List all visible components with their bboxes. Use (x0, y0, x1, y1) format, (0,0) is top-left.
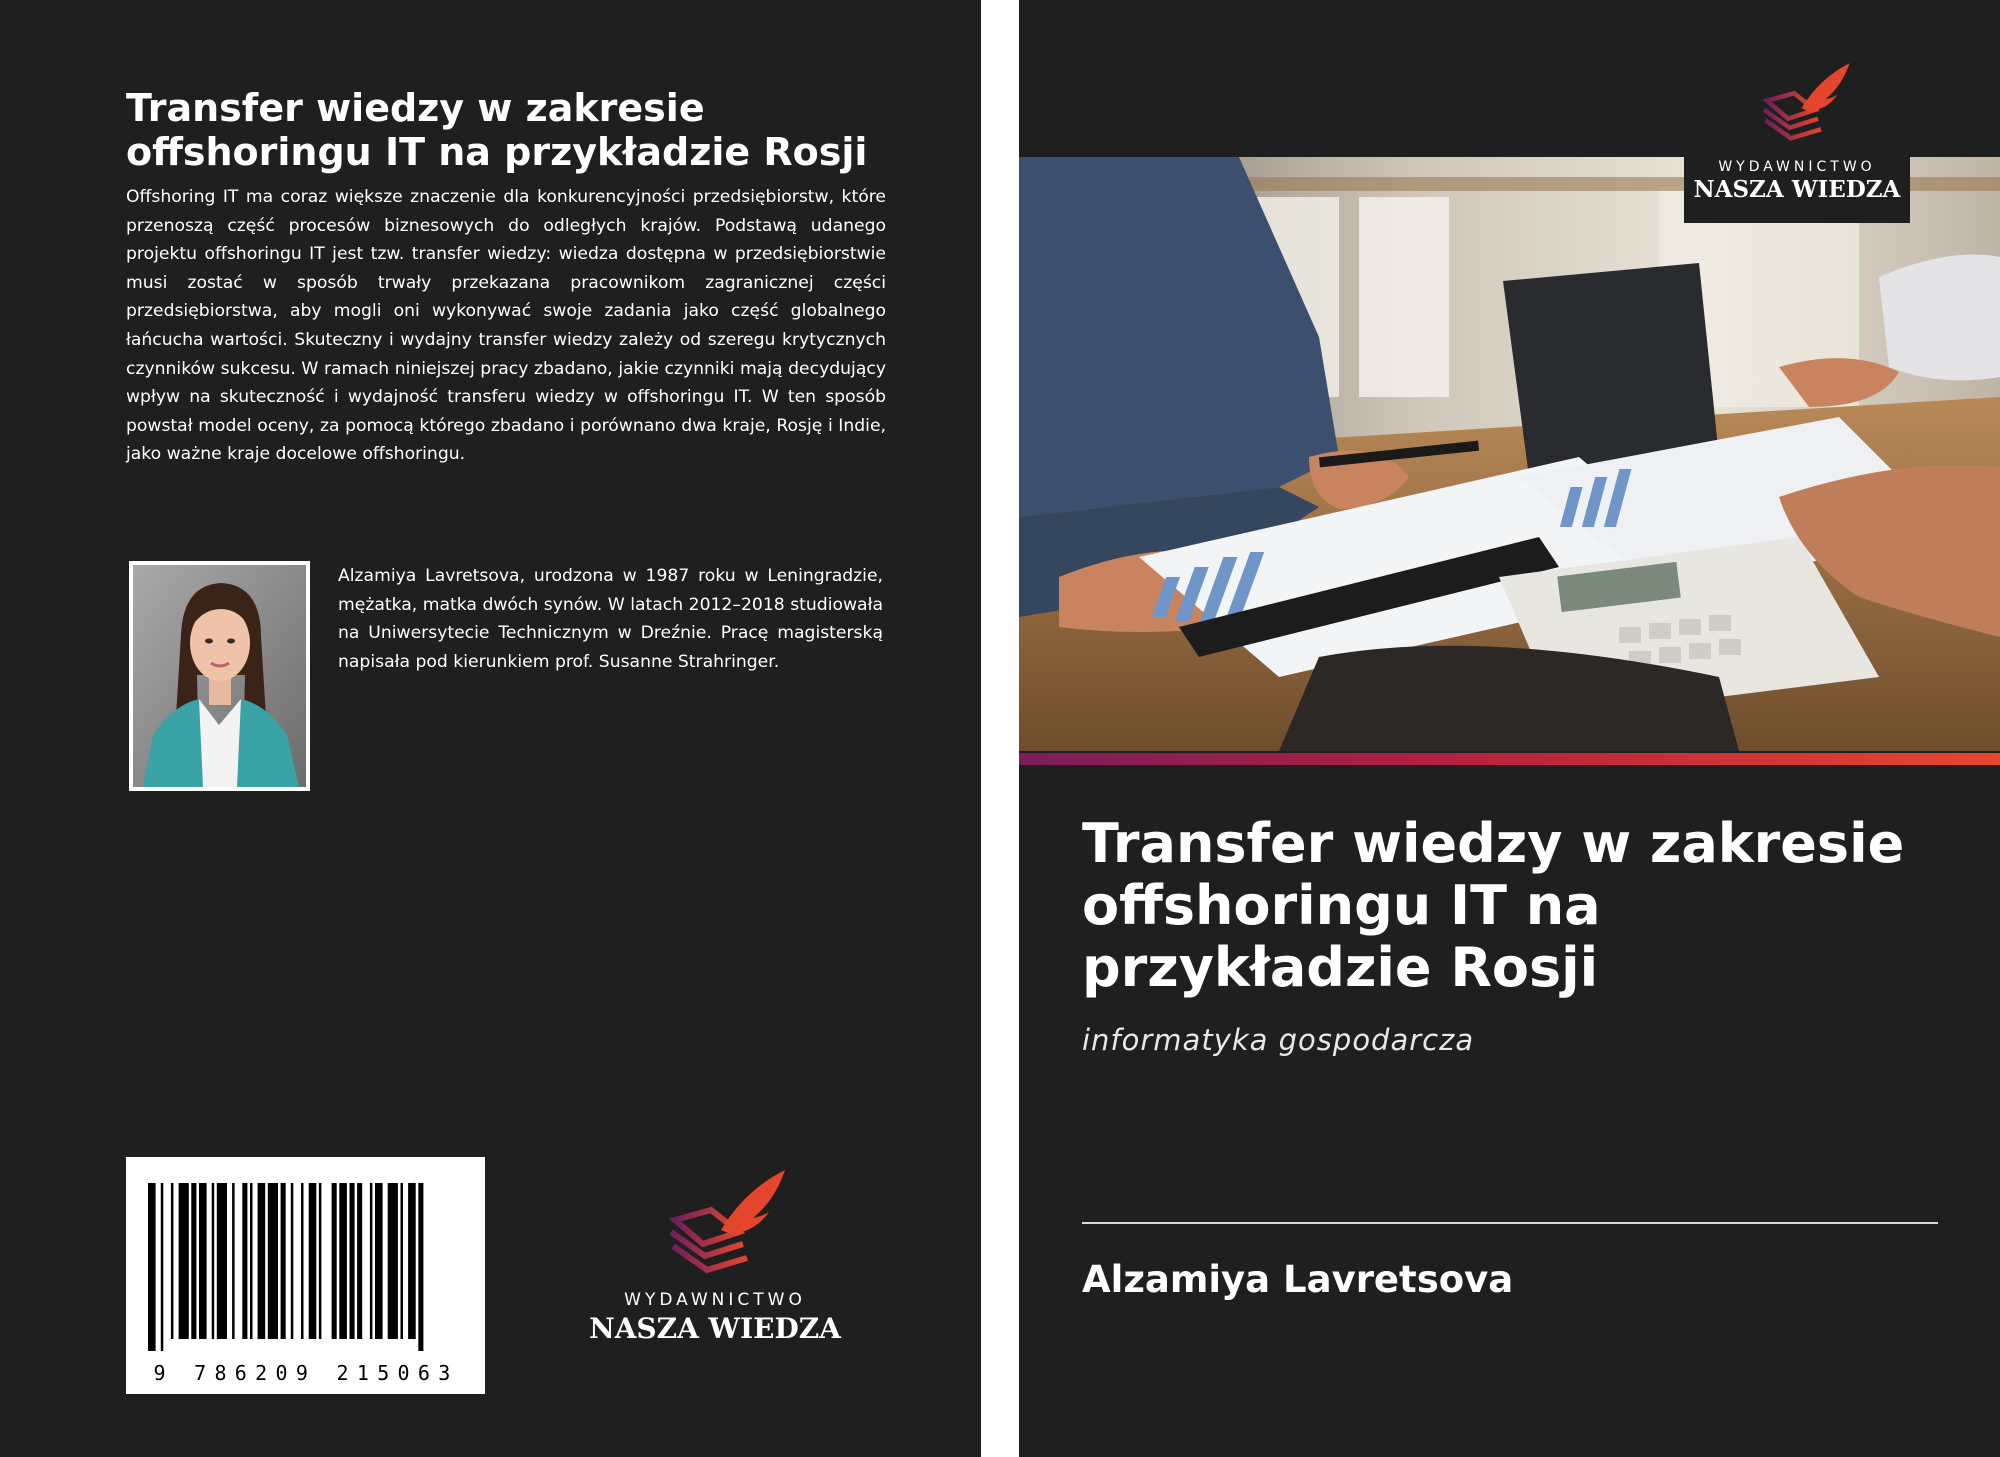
barcode-bar (339, 1183, 347, 1339)
barcode-bar (242, 1183, 247, 1339)
front-logo-line2: NASZA WIEDZA (1693, 176, 1901, 203)
barcode-bar (161, 1183, 164, 1351)
barcode-bar (258, 1183, 266, 1339)
front-cover (1019, 0, 2000, 1457)
barcode-bar (291, 1183, 294, 1339)
front-cover-title: Transfer wiedzy w zakresie offshoringu IT na przykładzie Rosji (1082, 812, 1905, 999)
barcode-bar (212, 1183, 215, 1339)
title-divider (1082, 1222, 1938, 1224)
front-cover-author: Alzamiya Lavretsova (1082, 1258, 1514, 1301)
book-with-quill-icon (1737, 52, 1857, 157)
barcode-bar (357, 1183, 362, 1339)
barcode-bar (179, 1183, 189, 1339)
back-cover-title: Transfer wiedzy w zakresie offshoringu IT na przykładzie Rosji (126, 86, 868, 174)
barcode-bar (232, 1183, 235, 1339)
barcode-bar (408, 1183, 416, 1339)
barcode-bar (370, 1183, 373, 1339)
barcode-bar (191, 1183, 196, 1339)
book-with-quill-icon (635, 1160, 795, 1290)
barcode-bar (199, 1183, 207, 1339)
front-publisher-logo (1684, 48, 1910, 223)
barcode-bar (388, 1183, 398, 1339)
barcode-bar (171, 1183, 174, 1339)
back-logo-line1: WYDAWNICTWO (624, 1290, 806, 1310)
cover-photo-business-meeting (1019, 157, 2000, 751)
isbn-number: 9 786209 215063 (153, 1361, 459, 1385)
barcode-bar (309, 1183, 317, 1339)
barcode-bar (250, 1183, 253, 1339)
accent-bar (1019, 753, 2000, 765)
barcode-bar (268, 1183, 278, 1339)
barcode-bar (350, 1183, 355, 1339)
isbn-barcode (126, 1157, 485, 1394)
barcode-bar (301, 1183, 304, 1339)
barcode-bar (375, 1183, 383, 1339)
barcode-bar (281, 1183, 286, 1339)
front-cover-subtitle: informatyka gospodarcza (1082, 1023, 1475, 1057)
back-cover (0, 0, 981, 1457)
barcode-bar (401, 1183, 404, 1339)
barcode-bar (217, 1183, 227, 1339)
author-bio: Alzamiya Lavretsova, urodzona w 1987 roku w Leningradzie, mężatka, matka dwóch synów. W latach 2012–2018 studiowała na Uniwersytecie Technicznym w Dreźnie. Pracę magisterską napisała pod kierunkiem prof. Susanne Strahringer. (338, 566, 883, 672)
author-photo (129, 561, 310, 791)
barcode-bar (418, 1183, 423, 1351)
barcode-bar (319, 1183, 322, 1339)
barcode-bar (148, 1183, 156, 1351)
back-cover-blurb: Offshoring IT ma coraz większe znaczenie dla konkurencyjności przedsiębiorstw, które przenoszą część procesów biznesowych do odległych krajów. Podstawą udanego projektu offshoringu IT jest tzw. transfer wiedzy: wiedza dostępna w przedsiębiorstwie musi zostać w sposób trwały przekazana pracownikom zagranicznej części przedsiębiorstwa, aby mogli oni wykonywać swoje zadania jako część globalnego łańcucha wartości. Skuteczny i wydajny transfer wiedzy zależy od szeregu krytycznych czynników sukcesu. W ramach niniejszej pracy zbadano, jakie czynniki mają decydujący wpływ na skuteczność i wydajność transferu wiedzy w offshoringu IT. W ten sposób powstał model oceny, za pomocą którego zbadano i porównano dwa kraje, Rosję i Indie, jako ważne kraje docelowe offshoringu. (126, 187, 886, 465)
back-publisher-logo (585, 1160, 845, 1360)
back-logo-line2: NASZA WIEDZA (589, 1312, 841, 1345)
barcode-bar (332, 1183, 337, 1339)
front-logo-line1: WYDAWNICTWO (1718, 159, 1876, 175)
spine-gap (981, 0, 1019, 1457)
